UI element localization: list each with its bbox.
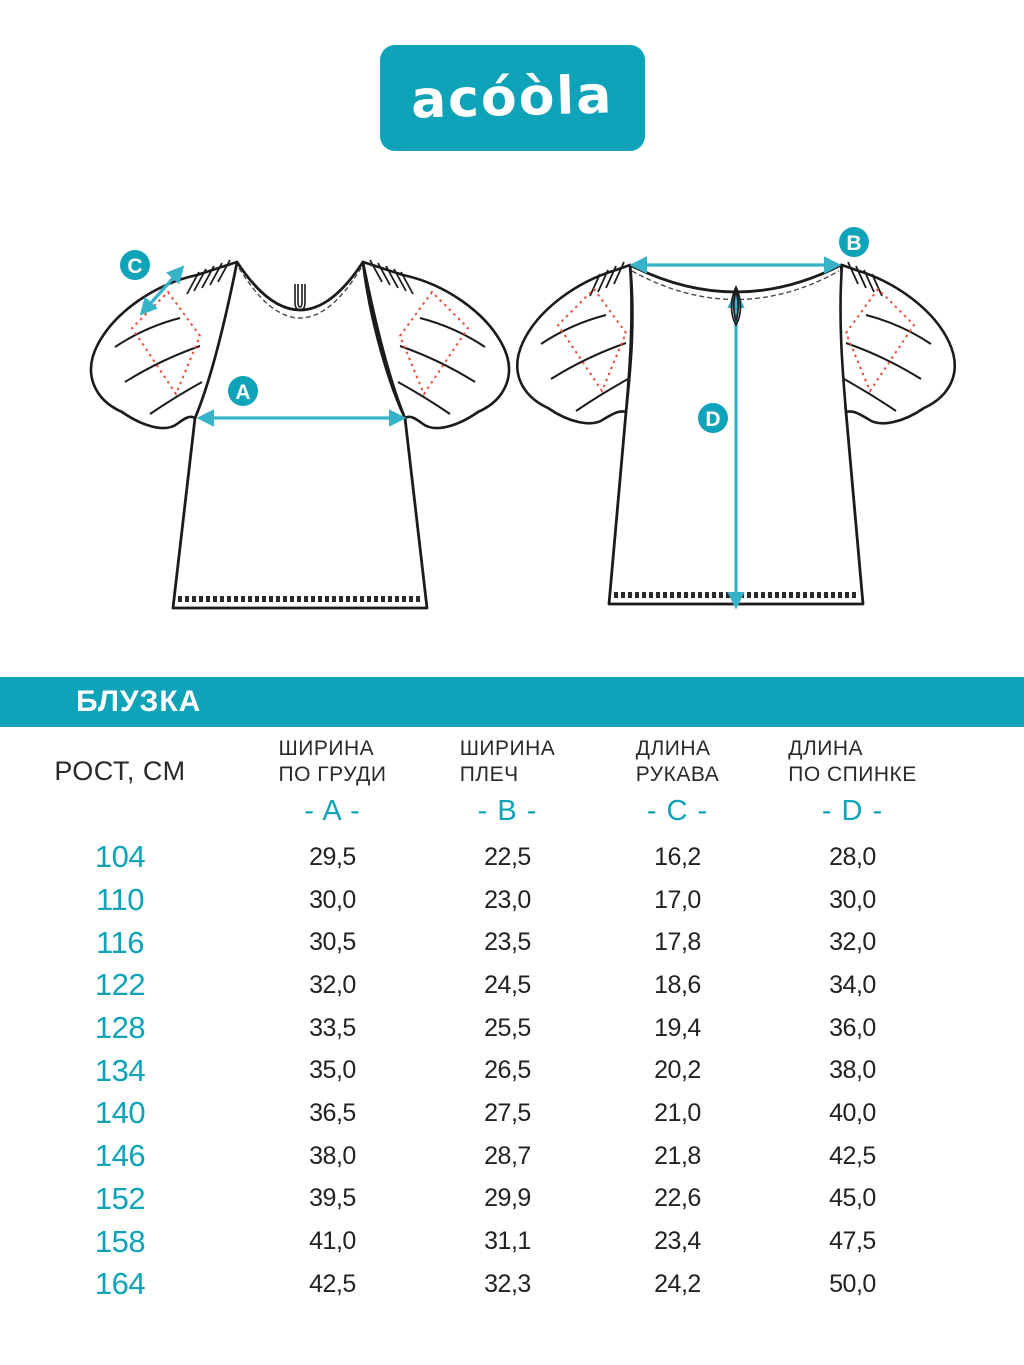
cell-sleeve-length: 17,8 [654, 928, 701, 957]
table-row [0, 964, 940, 1007]
measure-letter-d: D [705, 408, 721, 431]
cell-chest-width: 36,5 [309, 1098, 356, 1127]
size-table-header [0, 736, 940, 788]
cell-chest-width: 32,0 [309, 970, 356, 999]
table-row [0, 1178, 940, 1221]
letter-c: - C - [646, 795, 709, 827]
header-cell-c [590, 736, 765, 788]
col-title-d-line1: ДЛИНА [788, 737, 864, 760]
table-row [0, 1049, 940, 1092]
brand-logo-text: acóòla [410, 65, 615, 131]
size-table-letter-row [0, 794, 940, 828]
cell-size: 152 [94, 1180, 146, 1216]
cell-size: 104 [94, 839, 146, 875]
cell-size: 164 [94, 1266, 146, 1302]
cell-sleeve-length: 19,4 [654, 1013, 701, 1042]
header-cell-d [765, 736, 940, 788]
section-bar [0, 677, 1024, 727]
cell-sleeve-length: 20,2 [654, 1056, 701, 1085]
header-cell-a [240, 736, 425, 788]
table-row [0, 921, 940, 964]
cell-sleeve-length: 16,2 [654, 842, 701, 871]
header-cell-b [425, 736, 590, 788]
col-title-d [788, 736, 917, 788]
table-row [0, 1220, 940, 1263]
cell-size: 134 [94, 1052, 146, 1088]
cell-chest-width: 29,5 [309, 842, 356, 871]
col-title-b-line2: ПЛЕЧ [459, 763, 519, 786]
cell-sleeve-length: 18,6 [654, 970, 701, 999]
header-cell-rost [0, 756, 240, 788]
col-title-d-line2: ПО СПИНКЕ [788, 763, 917, 786]
cell-back-length: 50,0 [829, 1269, 876, 1298]
cell-chest-width: 30,0 [309, 885, 356, 914]
row-header-label: РОСТ, СМ [54, 756, 186, 786]
cell-size: 116 [96, 924, 144, 960]
cell-sleeve-length: 24,2 [654, 1269, 701, 1298]
cell-chest-width: 35,0 [309, 1056, 356, 1085]
cell-chest-width: 39,5 [309, 1184, 356, 1213]
table-row [0, 1007, 940, 1050]
size-table [0, 736, 940, 1306]
cell-shoulder-width: 25,5 [484, 1013, 531, 1042]
cell-size: 122 [94, 967, 146, 1003]
cell-back-length: 47,5 [829, 1227, 876, 1256]
cell-shoulder-width: 24,5 [484, 970, 531, 999]
cell-shoulder-width: 31,1 [484, 1227, 531, 1256]
table-row [0, 879, 940, 922]
cell-shoulder-width: 22,5 [484, 842, 531, 871]
cell-shoulder-width: 23,5 [484, 928, 531, 957]
front-view-drawing [60, 222, 540, 632]
col-title-c-line2: РУКАВА [635, 763, 720, 786]
table-row [0, 1135, 940, 1178]
cell-shoulder-width: 29,9 [484, 1184, 531, 1213]
cell-shoulder-width: 32,3 [484, 1269, 531, 1298]
cell-size: 128 [94, 1010, 146, 1046]
cell-shoulder-width: 23,0 [484, 885, 531, 914]
cell-chest-width: 38,0 [309, 1141, 356, 1170]
cell-size: 140 [94, 1095, 146, 1131]
letter-cell-empty [0, 794, 240, 828]
cell-size: 146 [94, 1138, 146, 1174]
cell-size: 110 [96, 882, 144, 918]
col-title-a [279, 736, 387, 788]
cell-chest-width: 42,5 [309, 1269, 356, 1298]
cell-sleeve-length: 21,8 [654, 1141, 701, 1170]
back-right-sleeve [841, 262, 955, 423]
col-title-b [460, 736, 556, 788]
col-title-a-line2: ПО ГРУДИ [278, 763, 387, 786]
col-title-a-line1: ШИРИНА [278, 737, 375, 760]
cell-shoulder-width: 26,5 [484, 1056, 531, 1085]
col-title-c-line1: ДЛИНА [635, 737, 711, 760]
cell-back-length: 34,0 [829, 970, 876, 999]
cell-sleeve-length: 23,4 [654, 1227, 701, 1256]
cell-back-length: 42,5 [829, 1141, 876, 1170]
col-title-c [636, 736, 719, 788]
back-left-sleeve [517, 262, 631, 423]
col-title-b-line1: ШИРИНА [459, 737, 556, 760]
cell-chest-width: 41,0 [309, 1227, 356, 1256]
cell-chest-width: 30,5 [309, 928, 356, 957]
size-table-body [0, 836, 940, 1306]
cell-shoulder-width: 28,7 [484, 1141, 531, 1170]
brand-logo [380, 45, 645, 151]
cell-back-length: 30,0 [829, 885, 876, 914]
letter-a: - A - [304, 795, 361, 827]
cell-back-length: 45,0 [829, 1184, 876, 1213]
cell-back-length: 28,0 [829, 842, 876, 871]
front-keyhole [295, 284, 305, 310]
cell-sleeve-length: 17,0 [654, 885, 701, 914]
measure-letter-b: B [846, 232, 862, 255]
cell-chest-width: 33,5 [309, 1013, 356, 1042]
cell-back-length: 40,0 [829, 1098, 876, 1127]
letter-d: - D - [821, 795, 884, 827]
back-view-drawing [496, 216, 976, 626]
cell-sleeve-length: 21,0 [654, 1098, 701, 1127]
section-title: БЛУЗКА [76, 685, 202, 718]
cell-back-length: 32,0 [829, 928, 876, 957]
cell-size: 158 [94, 1223, 146, 1259]
cell-back-length: 38,0 [829, 1056, 876, 1085]
table-row [0, 836, 940, 879]
letter-b: - B - [477, 795, 538, 827]
table-row [0, 1092, 940, 1135]
table-row [0, 1263, 940, 1306]
cell-shoulder-width: 27,5 [484, 1098, 531, 1127]
cell-back-length: 36,0 [829, 1013, 876, 1042]
measure-letter-c: C [127, 255, 143, 278]
measure-letter-a: A [235, 381, 251, 404]
cell-sleeve-length: 22,6 [654, 1184, 701, 1213]
